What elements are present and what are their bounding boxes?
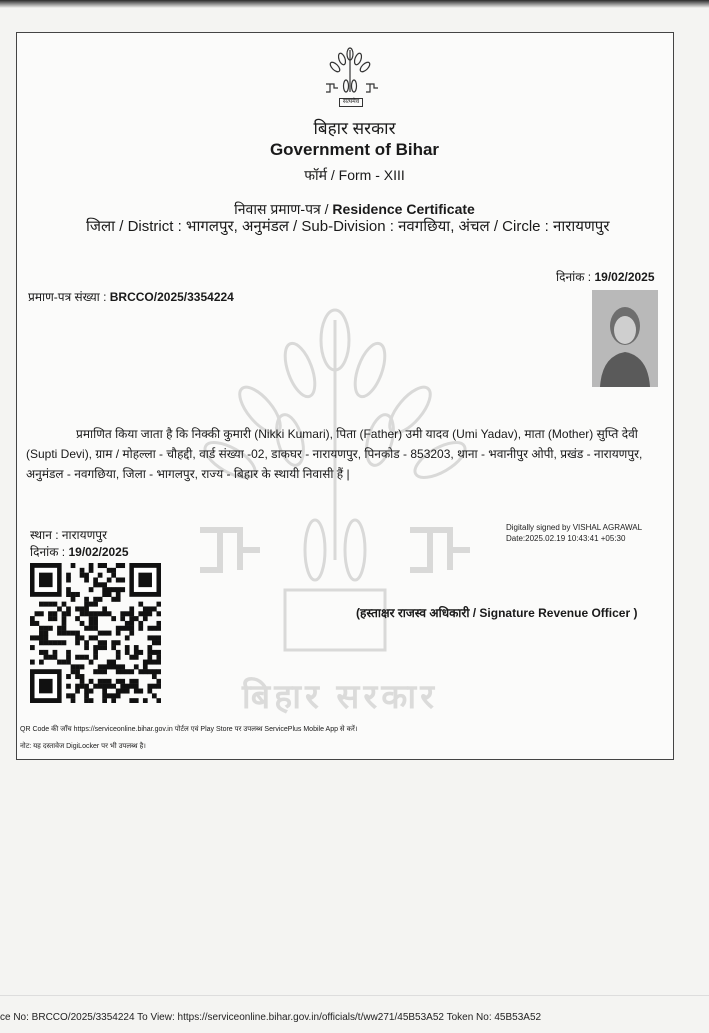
certificate-number-value: BRCCO/2025/3354224 <box>109 290 234 304</box>
applicant-photo <box>592 290 658 387</box>
revenue-officer-signature: (हस्ताक्षर राजस्व अधिकारी / Signature Revenue Officer ) <box>356 606 638 620</box>
place-value: नारायणपुर <box>61 528 108 542</box>
state-name-english: Government of Bihar <box>269 140 440 159</box>
state-name-hindi: बिहार सरकार <box>313 119 396 138</box>
issue-date-value: 19/02/2025 <box>594 270 655 284</box>
signing-date <box>30 543 129 560</box>
certificate-title-hindi: निवास प्रमाण-पत्र / <box>234 201 333 217</box>
reference-bar: ce No: BRCCO/2025/3354224 To View: https://serviceonline.bihar.gov.in/officials/t/ww271/45B53A52 Token No: 45B53A52 <box>0 1012 542 1023</box>
person-photo-icon <box>592 290 658 387</box>
certificate-number-label: प्रमाण-पत्र संख्या : <box>28 290 110 304</box>
qr-code-icon[interactable] <box>30 563 161 703</box>
signing-date-label: दिनांक : <box>30 545 69 559</box>
digital-signature-name: Digitally signed by VISHAL AGRAWAL <box>506 523 643 532</box>
place-label: स्थान : <box>30 528 62 542</box>
certificate-body: प्रमाणित किया जाता है कि निक्की कुमारी (Nikki Kumari), पिता (Father) उमी यादव (Umi Yadav), माता (Mother) सुप्ति देवी (Supti Devi), ग्राम / मोहल्ला - चौहद्दी, वार्ड संख्या -02, डाकघर - नारायणपुर, पिनकोड - 853203, थाना - भवानीपुर ओपी, प्रखंड - नारायणपुर, अनुमंडल - नवगछिया, जिला - भागलपुर, राज्य - बिहार के स्थायी निवासी हैं | <box>26 427 643 481</box>
issue-date <box>556 268 655 285</box>
form-number: फॉर्म / Form - XIII <box>304 167 405 183</box>
qr-verification-note: QR Code की जाँच https://serviceonline.bihar.gov.in पोर्टल एवं Play Store पर उपलब्ध ServicePlus Mobile App से करें। <box>20 726 358 733</box>
certificate-number <box>28 288 234 305</box>
page-divider <box>0 995 709 996</box>
digilocker-note: नोट: यह दस्तावेज DigiLocker पर भी उपलब्ध है। <box>20 743 146 750</box>
emblem-caption: सत्यमेव <box>339 98 363 107</box>
location-line: जिला / District : भागलपुर, अनुमंडल / Sub-Division : नवगछिया, अंचल / Circle : नारायणपुर <box>86 218 610 235</box>
watermark-emblem <box>190 300 480 720</box>
digital-signature-date: Date:2025.02.19 10:43:41 +05:30 <box>506 534 626 543</box>
signing-date-value: 19/02/2025 <box>68 545 129 559</box>
issue-date-label: दिनांक : <box>556 270 595 284</box>
watermark-text: बिहार सरकार <box>241 678 439 716</box>
scan-top-edge <box>0 0 709 8</box>
digital-signature <box>506 522 642 544</box>
place <box>30 526 107 543</box>
certificate-title-english: Residence Certificate <box>332 201 475 217</box>
